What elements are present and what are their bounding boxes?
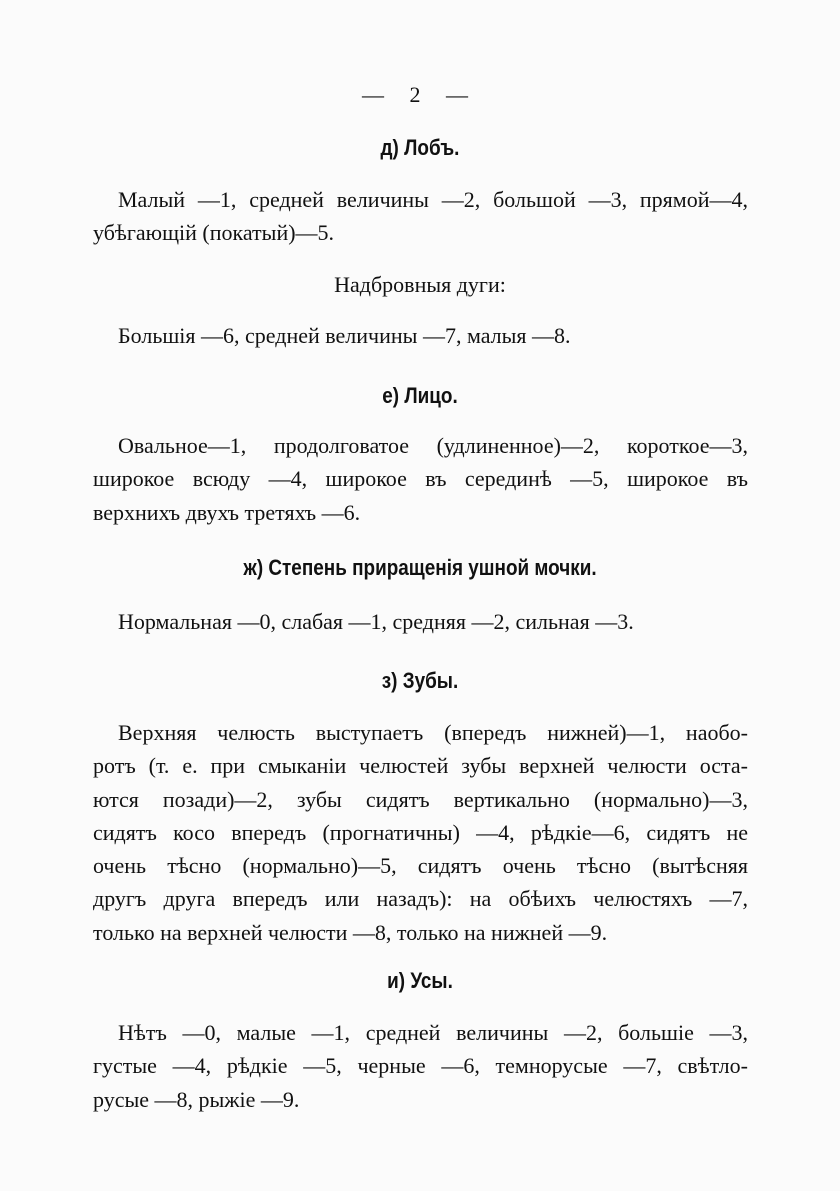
paragraph-line: сидятъ косо впередъ (прогнатичны) —4, рѣдкіе—6, сидятъ не — [93, 819, 748, 845]
paragraph-line: Овальное—1, продолговатое (удлиненное)—2, короткое—3, — [118, 433, 748, 458]
paragraph-line: ротъ (т. е. при смыканіи челюстей зубы верхней челюсти оста- — [93, 753, 748, 779]
section-heading-earlobe: ж) Степень приращенія ушной мочки. — [243, 555, 597, 580]
paragraph-line: только на верхней челюсти —8, только на нижней —9. — [93, 919, 608, 945]
paragraph-brow-ridges — [118, 319, 748, 352]
section-heading-teeth: з) Зубы. — [381, 668, 459, 693]
paragraph-line: Нормальная —0, слабая —1, средняя —2, сильная —3. — [118, 609, 634, 634]
page-number: — 2 — — [362, 82, 478, 107]
paragraph-line: широкое всюду —4, широкое въ серединѣ —5, широкое въ — [93, 466, 748, 492]
section-heading-mustache: и) Усы. — [387, 968, 453, 993]
paragraph-line: Малый —1, средней величины —2, большой —3, прямой—4, — [118, 187, 748, 212]
paragraph-line: очень тѣсно (нормально)—5, сидятъ очень тѣсно (вытѣсняя — [93, 853, 748, 879]
paragraph-face — [93, 429, 748, 529]
paragraph-teeth — [93, 716, 748, 949]
paragraph-line: Большія —6, средней величины —7, малыя —8. — [118, 323, 571, 348]
paragraph-line: ются позади)—2, зубы сидятъ вертикально (нормально)—3, — [93, 786, 748, 812]
paragraph-line: густые —4, рѣдкіе —5, черные —6, темнорусые —7, свѣтло- — [93, 1053, 748, 1079]
paragraph-line: Нѣтъ —0, малые —1, средней величины —2, большіе —3, — [118, 1020, 748, 1045]
paragraph-line: русые —8, рыжіе —9. — [93, 1086, 300, 1112]
paragraph-line: другъ друга впередъ или назадъ): на обѣихъ челюстяхъ —7, — [93, 886, 748, 912]
paragraph-line: убѣгающій (покатый)—5. — [93, 220, 335, 246]
paragraph-mustache — [93, 1016, 748, 1116]
paragraph-line: Верхняя челюсть выступаетъ (впередъ нижней)—1, наобо- — [118, 720, 748, 745]
paragraph-forehead — [93, 183, 748, 250]
paragraph-earlobe — [118, 605, 748, 638]
section-heading-forehead: д) Лобъ. — [380, 135, 460, 160]
section-heading-face: е) Лицо. — [382, 383, 458, 408]
subheading-brow-ridges: Надбровныя дуги: — [334, 272, 506, 297]
paragraph-line: верхнихъ двухъ третяхъ —6. — [93, 499, 361, 525]
